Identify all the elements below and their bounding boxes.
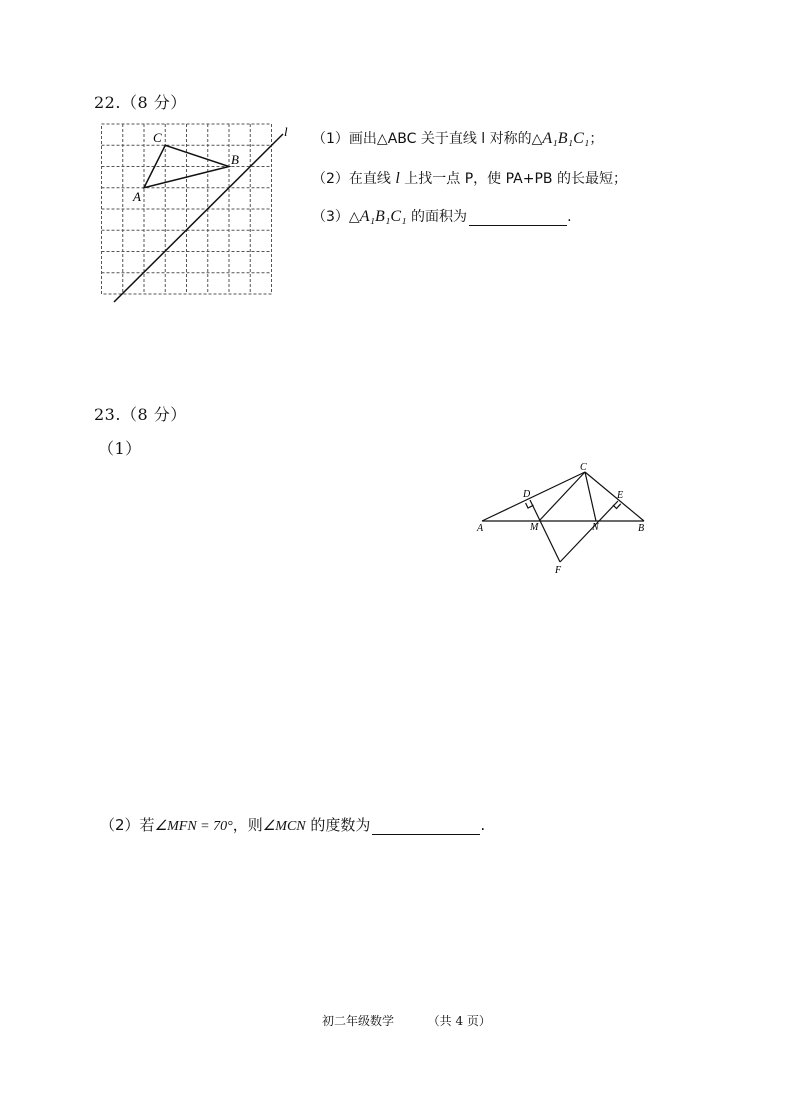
q23-part2: （2）若∠MFN = 70°，则∠MCN 的度数为 . (100, 816, 486, 834)
answer-blank-area[interactable] (469, 209, 567, 226)
q22-item-3: （3）△A₁B₁C₁ 的面积为 . (312, 208, 572, 225)
segment-ac (482, 472, 585, 521)
footer (322, 1012, 491, 1029)
q22-header: 22.（8 分） (94, 93, 187, 112)
q22-item-1: （1）画出△ABC 关于直线 l 对称的△A₁B₁C₁； (312, 130, 604, 147)
label-A: A (477, 523, 484, 534)
label-C: C (153, 130, 162, 145)
line-l (114, 134, 283, 302)
segment-cm (539, 472, 585, 521)
label-B: B (638, 523, 645, 534)
q23-figure (472, 460, 662, 578)
q23-header: 23.（8 分） (94, 405, 187, 424)
segment-ef (560, 501, 618, 562)
label-C: C (580, 462, 587, 473)
q22-item-2: （2）在直线 l 上找一点 P，使 PA+PB 的长最短； (312, 170, 627, 187)
q22-figure (95, 120, 305, 310)
answer-blank-angle[interactable] (372, 816, 480, 835)
label-l: l (284, 124, 288, 139)
label-D: D (523, 489, 531, 500)
footer-subject: 初二年级数学 (322, 1014, 395, 1028)
label-M: M (530, 522, 539, 533)
q22-grid (102, 124, 272, 294)
label-N: N (592, 522, 599, 533)
label-B: B (231, 152, 239, 167)
label-A: A (133, 189, 141, 204)
footer-pages: （共 4 页） (427, 1014, 491, 1028)
q23-part1: （1） (98, 439, 142, 458)
label-E: E (617, 490, 624, 501)
label-F: F (555, 565, 562, 576)
